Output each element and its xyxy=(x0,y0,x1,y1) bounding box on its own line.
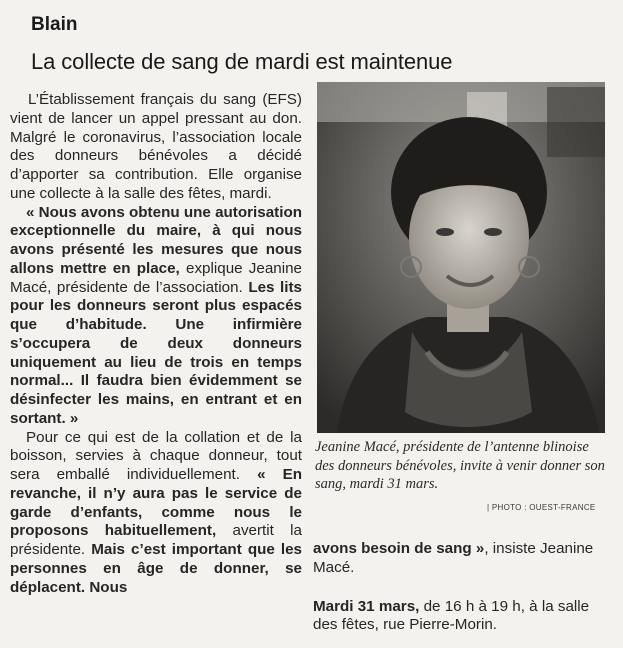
collation-text: Pour ce qui est de la collation et de la boisson, servies à chaque donneur, tout sera emballé individuellement. xyxy=(10,428,302,483)
photo-credit: | PHOTO : OUEST-FRANCE xyxy=(487,503,596,512)
locality-kicker: Blain xyxy=(31,14,78,35)
quote-continuation-2: Mais c’est important que les personnes en âge de donner, se déplacent. Nous xyxy=(10,541,302,596)
quote-text: « Nous avons obtenu une autorisation exceptionnelle du maire, à qui nous avons présenté les mesures que nous allons mettre en place, xyxy=(10,203,302,277)
quote-text-2: « En revanche, il n’y aura pas le service de garde d’enfants, comme nous le proposons habituellement, xyxy=(10,466,302,540)
intro-paragraph: L’Établissement français du sang (EFS) vient de lancer un appel pressant au don. Malgré le coronavirus, l’association locale des donneurs bénévoles a décidé d’apporter sa contribution. Elle organise une collecte à la salle des fêtes, mardi. xyxy=(10,91,302,202)
quote-attribution: explique Jeanine Macé, présidente de l’association. xyxy=(10,259,303,296)
article-body-right-column xyxy=(313,540,609,635)
photo-caption: Jeanine Macé, présidente de l’antenne blinoise des donneurs bénévoles, invite à venir donner son sang, mardi 31 mars. xyxy=(315,439,605,492)
event-date: Mardi 31 mars, xyxy=(313,597,420,615)
collation-paragraph xyxy=(10,429,302,598)
article-body-left-column xyxy=(10,91,302,597)
quote-paragraph-1 xyxy=(10,204,302,429)
quote-attribution-2: avertit la présidente. xyxy=(10,522,302,558)
article-headline: La collecte de sang de mardi est maintenue xyxy=(31,49,453,74)
paragraph-spacer xyxy=(313,578,609,598)
closing-quote-paragraph xyxy=(313,540,609,578)
portrait-photo xyxy=(317,82,605,433)
closing-quote: avons besoin de sang » xyxy=(313,540,485,557)
event-info xyxy=(313,598,609,636)
closing-attribution: , insiste Jeanine Macé. xyxy=(313,540,594,576)
event-details: de 16 h à 19 h, à la salle des fêtes, rue Pierre-Morin. xyxy=(313,597,590,634)
quote-continuation: Les lits pour les donneurs seront plus espacés que d’habitude. Une infirmière s’occupera de deux donneurs uniquement au lieu de trois en temps normal... Il faudra bien évidemment se désinfecter les mains, en entrant et en sortant. » xyxy=(10,278,302,427)
portrait-image xyxy=(317,82,605,433)
